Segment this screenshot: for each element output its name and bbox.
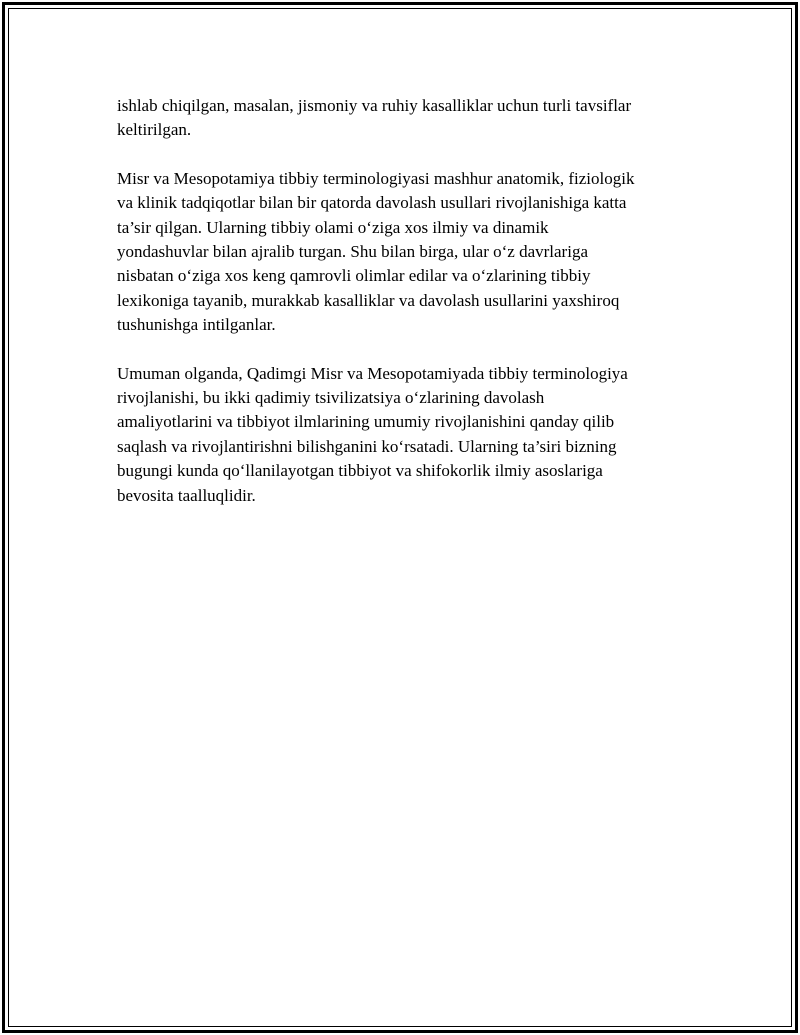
paragraph-1: [117, 94, 687, 143]
text-line: bevosita taalluqlidir.: [117, 485, 256, 505]
text-line: tushunishga intilganlar.: [117, 315, 276, 335]
text-line: ishlab chiqilgan, masalan, jismoniy va ruhiy kasalliklar uchun turli tavsiflar: [117, 96, 632, 115]
text-line: yondashuvlar bilan ajralib turgan. Shu bilan birga, ular o‘z davrlariga: [117, 242, 588, 262]
paragraph-3: [117, 362, 687, 508]
document-body: [117, 94, 687, 532]
text-line: Umuman olganda, Qadimgi Misr va Mesopotamiyada tibbiy terminologiya: [117, 363, 628, 383]
text-line: bugungi kunda qo‘llanilayotgan tibbiyot va shifokorlik ilmiy asoslariga: [117, 461, 603, 481]
text-line: saqlash va rivojlantirishni bilishganini ko‘rsatadi. Ularning ta’siri bizning: [117, 436, 617, 456]
text-line: va klinik tadqiqotlar bilan bir qatorda davolash usullari rivojlanishiga katta: [117, 193, 627, 213]
text-line: ta’sir qilgan. Ularning tibbiy olami o‘ziga xos ilmiy va dinamik: [117, 217, 549, 237]
text-line: rivojlanishi, bu ikki qadimiy tsivilizatsiya o‘zlarining davolash: [117, 388, 545, 408]
text-line: amaliyotlarini va tibbiyot ilmlarining umumiy rivojlanishini qanday qilib: [117, 412, 615, 432]
paragraph-2: [117, 167, 687, 338]
text-line: keltirilgan.: [117, 120, 192, 140]
text-line: Misr va Mesopotamiya tibbiy terminologiyasi mashhur anatomik, fiziologik: [117, 168, 635, 188]
text-line: nisbatan o‘ziga xos keng qamrovli olimlar edilar va o‘zlarining tibbiy: [117, 266, 591, 286]
text-line: lexikoniga tayanib, murakkab kasalliklar va davolash usullarini yaxshiroq: [117, 290, 620, 310]
